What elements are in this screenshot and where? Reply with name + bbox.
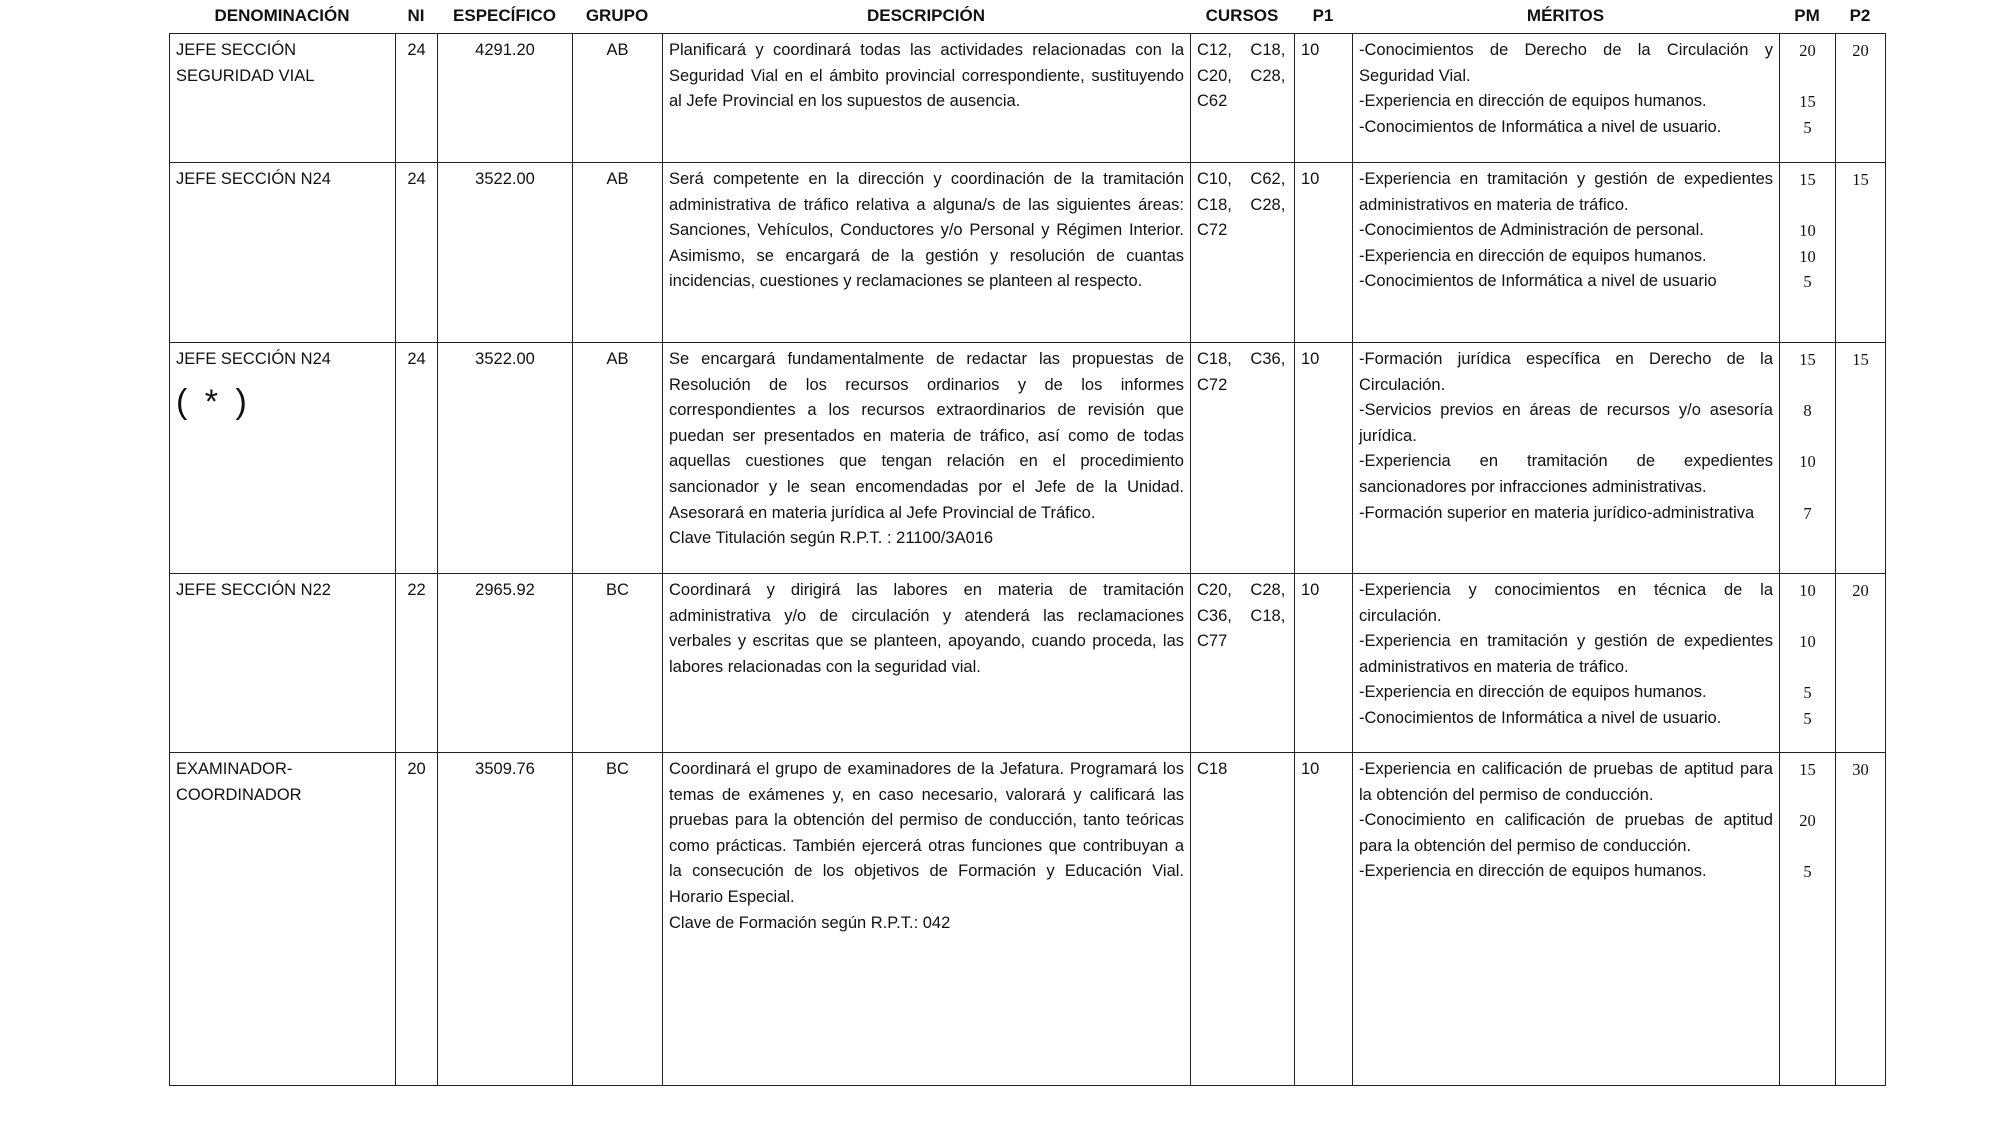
ni-value: 24 xyxy=(407,350,426,368)
cursos-list: C18 xyxy=(1197,760,1228,778)
merito-points: 5 xyxy=(1803,708,1812,728)
grupo-value: BC xyxy=(606,760,629,778)
merito-item: -Experiencia en dirección de equipos humanos. xyxy=(1359,92,1707,111)
merito-item: -Formación jurídica específica en Derecho de la Circulación. xyxy=(1359,350,1773,394)
cell-meritos xyxy=(1353,753,1780,1086)
position-name: JEFE SECCIÓN N24 xyxy=(176,350,331,368)
cell-grupo xyxy=(573,34,663,163)
cell-meritos xyxy=(1353,34,1780,163)
clave-text: Clave Titulación según R.P.T. : 21100/3A016 xyxy=(669,529,994,548)
merito-item: -Conocimiento en calificación de pruebas de aptitud para la obtención del permiso de conducción. xyxy=(1359,811,1773,855)
cell-cursos xyxy=(1191,343,1295,574)
cell-p1 xyxy=(1295,343,1353,574)
grupo-value: AB xyxy=(606,170,629,188)
cell-p1 xyxy=(1295,574,1353,753)
merito-item: -Experiencia y conocimientos en técnica de la circulación. xyxy=(1359,581,1773,625)
merito-points: 5 xyxy=(1803,862,1812,882)
position-name: JEFE SECCIÓN xyxy=(176,41,297,59)
grupo-value: AB xyxy=(606,350,629,368)
cell-pm xyxy=(1780,34,1836,163)
especifico-value: 3522.00 xyxy=(475,170,535,188)
cell-especifico xyxy=(438,163,573,343)
merito-points: 15 xyxy=(1799,350,1816,369)
merito-item: -Experiencia en tramitación de expedientes sancionadores por infracciones administrativas. xyxy=(1359,452,1773,496)
cursos-list: C18, C36, C72 xyxy=(1197,350,1286,394)
cursos-list: C10, C62, C18, C28, C72 xyxy=(1197,170,1286,240)
cell-ni xyxy=(396,163,438,343)
position-name: COORDINADOR xyxy=(176,785,302,804)
cell-p1 xyxy=(1295,163,1353,343)
merito-points: 15 xyxy=(1799,92,1816,112)
descripcion-text: Coordinará el grupo de examinadores de la Jefatura. Programará los temas de exámenes y, en caso necesario, valorará y calificará las pruebas para la obtención del permiso de conducción, tanto teóricas como prácticas. También ejercerá otras funciones que contribuyan a la consecución de los objetivos de Formación y Educación Vial. Horario Especial. xyxy=(669,760,1184,906)
cell-meritos xyxy=(1353,163,1780,343)
header-especifico: ESPECÍFICO xyxy=(453,6,556,25)
descripcion-text: Será competente en la dirección y coordinación de la tramitación administrativa de tráfico relativa a alguna/s de las siguientes áreas: Sanciones, Vehículos, Conductores y/o Personal y Régimen Interior. Asimismo, se encargará de la gestión y resolución de cuantas incidencias, cuestiones y reclamaciones se planteen al respecto. xyxy=(669,170,1184,291)
cell-grupo xyxy=(573,574,663,753)
merito-item: -Conocimientos de Derecho de la Circulación y Seguridad Vial. xyxy=(1359,41,1773,85)
table-row xyxy=(170,574,1886,753)
merito-points: 20 xyxy=(1799,41,1816,60)
cell-descripcion xyxy=(663,34,1191,163)
descripcion-text: Se encargará fundamentalmente de redactar las propuestas de Resolución de los recursos ordinarios y de los informes correspondientes a los recursos extraordinarios de revisión que puedan ser presentados en materia de tráfico, así como de todas aquellas cuestiones que tengan relación en el procedimiento sancionador y le sean encomendadas por el Jefe de la Unidad. Asesorará en materia jurídica al Jefe Provincial de Tráfico. xyxy=(669,350,1184,522)
cursos-list: C12, C18, C20, C28, C62 xyxy=(1197,41,1286,111)
merito-item: -Servicios previos en áreas de recursos y/o asesoría jurídica. xyxy=(1359,401,1773,445)
header-denominacion: DENOMINACIÓN xyxy=(214,6,350,25)
merito-item: -Conocimientos de Administración de personal. xyxy=(1359,221,1704,240)
cell-cursos xyxy=(1191,34,1295,163)
cell-descripcion xyxy=(663,343,1191,574)
position-name: JEFE SECCIÓN N22 xyxy=(176,581,331,599)
ni-value: 20 xyxy=(407,760,426,778)
especifico-value: 3522.00 xyxy=(475,350,535,368)
ni-value: 22 xyxy=(407,581,426,599)
merito-points: 8 xyxy=(1803,401,1812,421)
header-meritos: MÉRITOS xyxy=(1526,6,1605,25)
header-grupo: GRUPO xyxy=(585,6,649,25)
cell-p1 xyxy=(1295,34,1353,163)
cell-especifico xyxy=(438,574,573,753)
cell-p2 xyxy=(1836,163,1886,343)
merito-item: -Conocimientos de Informática a nivel de usuario. xyxy=(1359,708,1722,727)
merito-points: 10 xyxy=(1799,221,1816,241)
grupo-value: AB xyxy=(606,41,629,59)
header-p1: P1 xyxy=(1312,6,1334,25)
note-asterisk: ( * ) xyxy=(176,382,251,421)
cell-ni xyxy=(396,753,438,1086)
table-row xyxy=(170,343,1886,574)
cursos-list: C20, C28, C36, C18, C77 xyxy=(1197,581,1286,651)
cell-ni xyxy=(396,574,438,753)
cell-pm xyxy=(1780,753,1836,1086)
merito-item: -Experiencia en tramitación y gestión de expedientes administrativos en materia de tráfico. xyxy=(1359,632,1773,676)
table-row xyxy=(170,163,1886,343)
cell-especifico xyxy=(438,753,573,1086)
cell-pm xyxy=(1780,343,1836,574)
merito-item: -Experiencia en calificación de pruebas de aptitud para la obtención del permiso de conducción. xyxy=(1359,760,1773,804)
header-cursos: CURSOS xyxy=(1205,6,1279,25)
merito-points: 20 xyxy=(1799,811,1816,831)
p2-value: 20 xyxy=(1852,581,1869,600)
merito-item: -Experiencia en dirección de equipos humanos. xyxy=(1359,246,1707,265)
header-pm: PM xyxy=(1794,6,1820,25)
cell-cursos xyxy=(1191,574,1295,753)
cell-meritos xyxy=(1353,574,1780,753)
header-ni: NI xyxy=(407,6,425,25)
cell-especifico xyxy=(438,34,573,163)
header-descripcion: DESCRIPCIÓN xyxy=(866,6,986,25)
table-row xyxy=(170,753,1886,1086)
merito-item: -Experiencia en dirección de equipos humanos. xyxy=(1359,862,1707,881)
cell-denominacion xyxy=(170,34,396,163)
cell-grupo xyxy=(573,753,663,1086)
cell-denominacion xyxy=(170,163,396,343)
cell-p2 xyxy=(1836,753,1886,1086)
table-row xyxy=(170,34,1886,163)
p2-value: 15 xyxy=(1852,350,1869,369)
header-p2: P2 xyxy=(1849,6,1871,25)
p2-value: 15 xyxy=(1852,170,1869,189)
p1-value: 10 xyxy=(1301,350,1320,368)
cell-descripcion xyxy=(663,753,1191,1086)
merito-points: 7 xyxy=(1803,503,1812,523)
grupo-value: BC xyxy=(606,581,629,599)
cell-descripcion xyxy=(663,574,1191,753)
merito-item: -Conocimientos de Informática a nivel de usuario xyxy=(1359,272,1717,291)
cell-p2 xyxy=(1836,343,1886,574)
cell-grupo xyxy=(573,163,663,343)
merito-points: 15 xyxy=(1799,760,1816,779)
cell-denominacion xyxy=(170,343,396,574)
descripcion-text: Planificará y coordinará todas las actividades relacionadas con la Seguridad Vial en el ámbito provincial correspondiente, sustituyendo al Jefe Provincial en los supuestos de ausencia. xyxy=(669,41,1184,111)
cell-especifico xyxy=(438,343,573,574)
position-name: JEFE SECCIÓN N24 xyxy=(176,170,331,188)
merito-item: -Formación superior en materia jurídico-administrativa xyxy=(1359,503,1755,522)
merito-points: 15 xyxy=(1799,170,1816,189)
especifico-value: 3509.76 xyxy=(475,760,535,778)
cell-descripcion xyxy=(663,163,1191,343)
merito-points: 5 xyxy=(1803,117,1812,137)
cell-p2 xyxy=(1836,34,1886,163)
ni-value: 24 xyxy=(407,170,426,188)
cell-pm xyxy=(1780,163,1836,343)
cell-meritos xyxy=(1353,343,1780,574)
p1-value: 10 xyxy=(1301,581,1320,599)
cell-ni xyxy=(396,34,438,163)
merito-points: 10 xyxy=(1799,632,1816,652)
ni-value: 24 xyxy=(407,41,426,59)
cell-ni xyxy=(396,343,438,574)
cell-p1 xyxy=(1295,753,1353,1086)
cell-cursos xyxy=(1191,163,1295,343)
merito-points: 5 xyxy=(1803,272,1812,292)
position-name: SEGURIDAD VIAL xyxy=(176,66,315,85)
merito-item: -Experiencia en tramitación y gestión de expedientes administrativos en materia de tráfico. xyxy=(1359,170,1773,214)
cell-denominacion xyxy=(170,753,396,1086)
merito-item: -Experiencia en dirección de equipos humanos. xyxy=(1359,683,1707,702)
clave-text: Clave de Formación según R.P.T.: 042 xyxy=(669,913,951,932)
especifico-value: 2965.92 xyxy=(475,581,535,599)
p2-value: 30 xyxy=(1852,760,1869,779)
cell-p2 xyxy=(1836,574,1886,753)
positions-table xyxy=(169,33,1886,1086)
cell-grupo xyxy=(573,343,663,574)
merito-points: 10 xyxy=(1799,246,1816,266)
p1-value: 10 xyxy=(1301,760,1320,778)
especifico-value: 4291.20 xyxy=(475,41,535,59)
position-name: EXAMINADOR- xyxy=(176,760,293,778)
merito-item: -Conocimientos de Informática a nivel de usuario. xyxy=(1359,117,1722,136)
cell-denominacion xyxy=(170,574,396,753)
p2-value: 20 xyxy=(1852,41,1869,60)
descripcion-text: Coordinará y dirigirá las labores en materia de tramitación administrativa y/o de circulación y atenderá las reclamaciones verbales y escritas que se planteen, apoyando, cuando proceda, las labores relacionadas con la seguridad vial. xyxy=(669,581,1184,676)
merito-points: 10 xyxy=(1799,581,1816,600)
p1-value: 10 xyxy=(1301,170,1320,188)
cell-pm xyxy=(1780,574,1836,753)
merito-points: 10 xyxy=(1799,452,1816,472)
cell-cursos xyxy=(1191,753,1295,1086)
merito-points: 5 xyxy=(1803,683,1812,703)
p1-value: 10 xyxy=(1301,41,1320,59)
